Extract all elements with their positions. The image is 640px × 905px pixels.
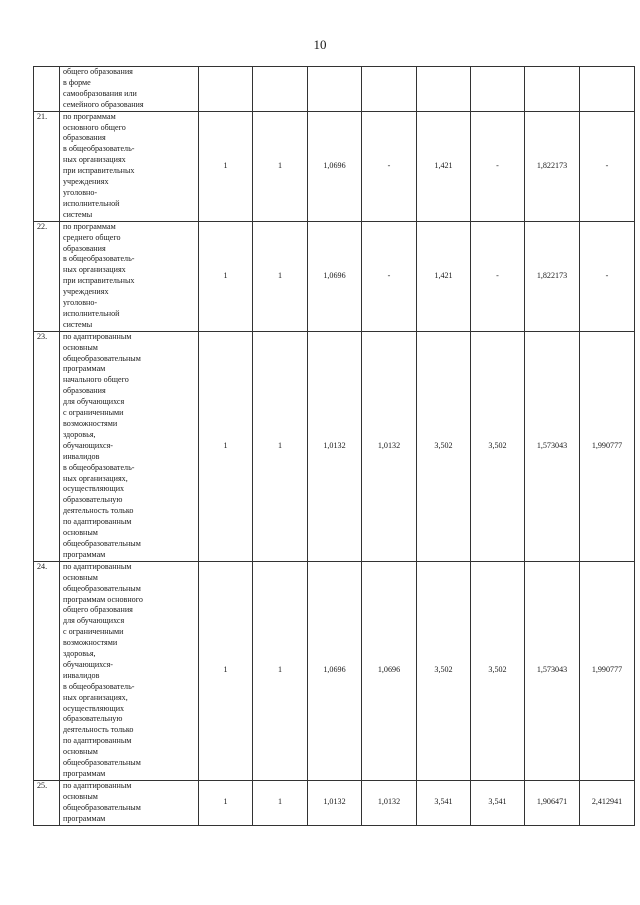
table-row: [34, 221, 635, 331]
value-cell: 3,502: [417, 561, 471, 780]
value-cell: 1,822173: [525, 111, 580, 221]
value-cell: -: [471, 221, 525, 331]
value-cell: 1: [199, 780, 253, 825]
value-cell: 1,573043: [525, 331, 580, 561]
program-description-cell: по программам среднего общего образования в общеобразователь- ных организациях при исправительных учреждениях уголовно- исполнительной системы: [60, 221, 199, 331]
value-cell: 1: [199, 111, 253, 221]
value-cell: -: [362, 111, 417, 221]
value-cell: 3,502: [471, 561, 525, 780]
value-cell: 1,421: [417, 221, 471, 331]
value-cell: -: [580, 111, 635, 221]
row-number-cell: 25.: [34, 780, 60, 825]
program-description-cell: по адаптированным основным общеобразовательным программам начального общего образования для обучающихся с ограниченными возможностями здоровья, обучающихся- инвалидов в общеобразователь- ных организациях, осуществляющих образовательную деятельность только по адаптированным основным общеобразовательным программам: [60, 331, 199, 561]
row-number-cell: 23.: [34, 331, 60, 561]
table-row: [34, 111, 635, 221]
program-description-cell: по адаптированным основным общеобразовательным программам: [60, 780, 199, 825]
table-row: [34, 331, 635, 561]
value-cell: 3,502: [417, 331, 471, 561]
value-cell: 1,0696: [308, 221, 362, 331]
value-cell: [199, 67, 253, 112]
value-cell: 1,421: [417, 111, 471, 221]
row-number-cell: [34, 67, 60, 112]
value-cell: 2,412941: [580, 780, 635, 825]
value-cell: 3,541: [471, 780, 525, 825]
program-description-cell: по адаптированным основным общеобразовательным программам основного общего образования для обучающихся с ограниченными возможностями здоровья, обучающихся- инвалидов в общеобразователь- ных организациях, осуществляющих образовательную деятельность только по адаптированным основным общеобразовательным программам: [60, 561, 199, 780]
value-cell: 1,822173: [525, 221, 580, 331]
value-cell: 1: [253, 561, 308, 780]
value-cell: 1,990777: [580, 561, 635, 780]
table-row: [34, 561, 635, 780]
value-cell: 1,906471: [525, 780, 580, 825]
value-cell: 1,0132: [362, 331, 417, 561]
value-cell: 1,573043: [525, 561, 580, 780]
value-cell: 1: [199, 331, 253, 561]
table-row: [34, 67, 635, 112]
page-number: 10: [313, 37, 327, 52]
value-cell: 3,541: [417, 780, 471, 825]
program-description-cell: общего образования в форме самообразования или семейного образования: [60, 67, 199, 112]
value-cell: [417, 67, 471, 112]
value-cell: 1: [199, 221, 253, 331]
value-cell: 1: [199, 561, 253, 780]
value-cell: [253, 67, 308, 112]
value-cell: 1,0132: [362, 780, 417, 825]
value-cell: 1,0696: [308, 111, 362, 221]
value-cell: 1,990777: [580, 331, 635, 561]
value-cell: [362, 67, 417, 112]
value-cell: -: [362, 221, 417, 331]
value-cell: 1: [253, 331, 308, 561]
row-number-cell: 21.: [34, 111, 60, 221]
value-cell: [308, 67, 362, 112]
value-cell: 1: [253, 221, 308, 331]
value-cell: [580, 67, 635, 112]
row-number-cell: 24.: [34, 561, 60, 780]
value-cell: -: [471, 111, 525, 221]
value-cell: 1,0696: [362, 561, 417, 780]
value-cell: 1: [253, 111, 308, 221]
table-row: [34, 780, 635, 825]
value-cell: [525, 67, 580, 112]
value-cell: 1,0696: [308, 561, 362, 780]
value-cell: 1,0132: [308, 780, 362, 825]
value-cell: [471, 67, 525, 112]
row-number-cell: 22.: [34, 221, 60, 331]
value-cell: 1,0132: [308, 331, 362, 561]
program-description-cell: по программам основного общего образования в общеобразователь- ных организациях при исправительных учреждениях уголовно- исполнительной системы: [60, 111, 199, 221]
value-cell: 3,502: [471, 331, 525, 561]
value-cell: -: [580, 221, 635, 331]
coefficients-table: [33, 66, 635, 826]
value-cell: 1: [253, 780, 308, 825]
